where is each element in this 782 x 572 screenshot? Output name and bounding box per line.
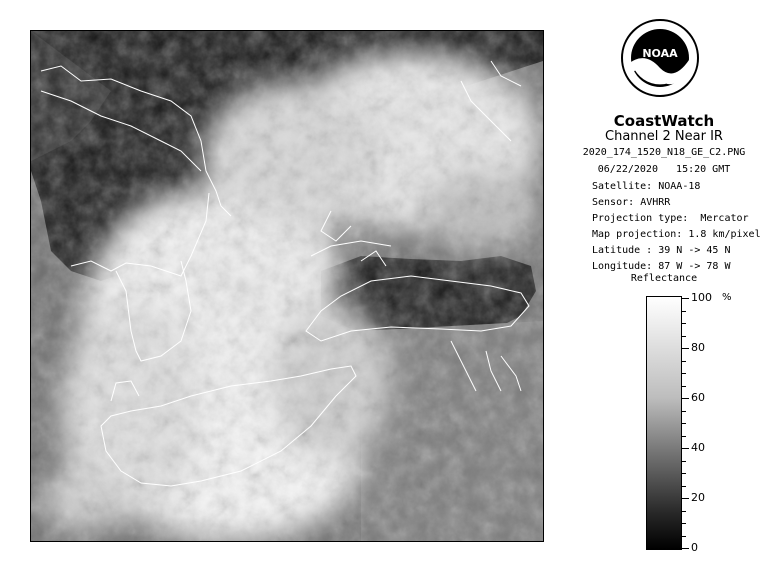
colorbar-tick-label: 80 xyxy=(691,341,705,354)
colorbar-tick xyxy=(682,523,686,524)
colorbar-tick xyxy=(682,486,686,487)
colorbar-tick xyxy=(682,461,686,462)
colorbar-tick xyxy=(682,411,686,412)
colorbar-tick xyxy=(682,323,686,324)
colorbar-tick xyxy=(682,473,686,474)
colorbar-tick xyxy=(682,511,686,512)
colorbar-tick xyxy=(682,336,686,337)
colorbar xyxy=(646,296,682,550)
colorbar-tick xyxy=(682,311,686,312)
colorbar-tick xyxy=(682,348,689,349)
colorbar-tick xyxy=(682,398,689,399)
colorbar-tick xyxy=(682,548,689,549)
meta-longitude: Longitude: 87 W -> 78 W xyxy=(592,261,731,272)
colorbar-tick-label: 100 xyxy=(691,291,712,304)
colorbar-tick-label: 40 xyxy=(691,441,705,454)
meta-map-projection: Map projection: 1.8 km/pixel xyxy=(592,229,761,240)
brand-title: CoastWatch xyxy=(613,112,715,130)
colorbar-tick xyxy=(682,436,686,437)
colorbar-tick xyxy=(682,373,686,374)
channel-label: Channel 2 Near IR xyxy=(605,129,723,144)
meta-projection-type: Projection type: Mercator xyxy=(592,213,749,224)
colorbar-title: Reflectance xyxy=(630,273,698,284)
map-graphic xyxy=(31,31,543,541)
colorbar-tick xyxy=(682,536,686,537)
colorbar-tick xyxy=(682,298,689,299)
meta-sensor: Sensor: AVHRR xyxy=(592,197,671,208)
colorbar-tick xyxy=(682,386,686,387)
colorbar-tick xyxy=(682,361,686,362)
colorbar-tick xyxy=(682,448,689,449)
colorbar-tick-label: 60 xyxy=(691,391,705,404)
colorbar-unit: % xyxy=(722,292,732,303)
meta-satellite: Satellite: NOAA-18 xyxy=(592,181,701,192)
meta-latitude: Latitude : 39 N -> 45 N xyxy=(592,245,731,256)
colorbar-tick xyxy=(682,498,689,499)
colorbar-tick-label: 20 xyxy=(691,491,705,504)
svg-text:NOAA: NOAA xyxy=(642,47,678,60)
time-value: 15:20 GMT xyxy=(676,164,731,175)
colorbar-tick-label: 0 xyxy=(691,541,698,554)
satellite-image xyxy=(30,30,544,542)
date-value: 06/22/2020 xyxy=(597,164,658,175)
noaa-logo xyxy=(620,18,700,98)
datetime-label xyxy=(566,164,762,176)
filename-label: 2020_174_1520_N18_GE_C2.PNG xyxy=(582,147,746,158)
colorbar-tick xyxy=(682,423,686,424)
